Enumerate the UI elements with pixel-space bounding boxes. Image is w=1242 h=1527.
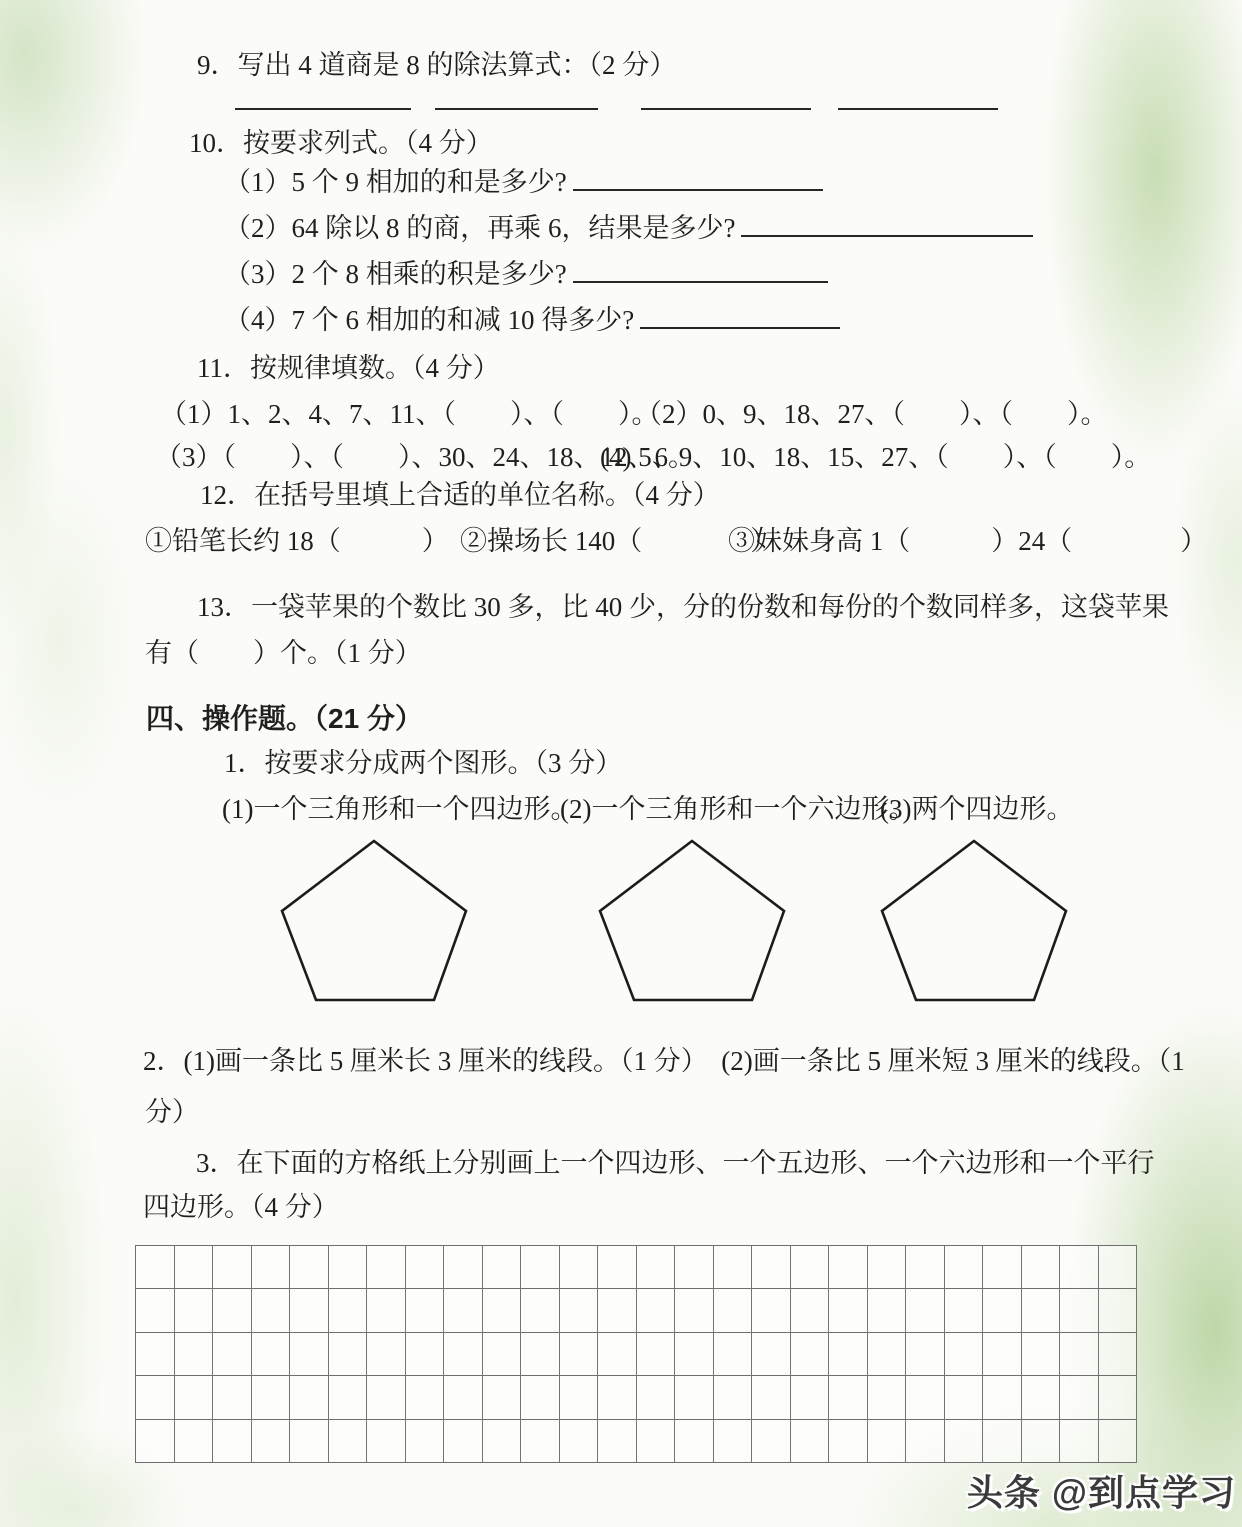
operation-2-line-1: 2．(1)画一条比 5 厘米长 3 厘米的线段。（1 分） (2)画一条比 5 厘米短 3 厘米的线段。（1 xyxy=(143,1046,1185,1076)
item-text: （2）64 除以 8 的商，再乘 6，结果是多少? xyxy=(224,213,736,243)
grid-cell[interactable] xyxy=(791,1333,830,1376)
grid-cell[interactable] xyxy=(714,1289,753,1332)
grid-cell[interactable] xyxy=(444,1333,483,1376)
answer-blank[interactable] xyxy=(435,86,598,110)
grid-cell[interactable] xyxy=(829,1376,868,1419)
grid-cell[interactable] xyxy=(290,1289,329,1332)
answer-blank[interactable] xyxy=(641,86,811,110)
grid-cell[interactable] xyxy=(367,1289,406,1332)
question-13-line-1: 13．一袋苹果的个数比 30 多，比 40 少，分的份数和每份的个数同样多，这袋苹果 xyxy=(197,592,1169,622)
grid-cell[interactable] xyxy=(560,1333,599,1376)
grid-cell[interactable] xyxy=(367,1333,406,1376)
grid-cell[interactable] xyxy=(213,1420,252,1463)
grid-cell[interactable] xyxy=(829,1420,868,1463)
grid-cell[interactable] xyxy=(675,1376,714,1419)
grid-cell[interactable] xyxy=(675,1333,714,1376)
grid-cell[interactable] xyxy=(367,1420,406,1463)
grid-cell[interactable] xyxy=(290,1246,329,1289)
grid-cell[interactable] xyxy=(906,1246,945,1289)
grid-cell[interactable] xyxy=(752,1246,791,1289)
grid-cell[interactable] xyxy=(1099,1333,1138,1376)
item-text: （4）7 个 6 相加的和减 10 得多少? xyxy=(224,305,635,335)
grid-cell[interactable] xyxy=(945,1376,984,1419)
item-text: （3）2 个 8 相乘的积是多少? xyxy=(224,259,567,289)
question-12-item-2: ②操场长 140（ ） xyxy=(460,526,778,556)
grid-cell[interactable] xyxy=(675,1246,714,1289)
answer-blank[interactable] xyxy=(838,86,998,110)
grid-cell[interactable] xyxy=(483,1289,522,1332)
grid-cell[interactable] xyxy=(714,1376,753,1419)
grid-cell[interactable] xyxy=(175,1420,214,1463)
grid-cell[interactable] xyxy=(483,1420,522,1463)
grid-cell[interactable] xyxy=(791,1246,830,1289)
grid-cell[interactable] xyxy=(521,1246,560,1289)
grid-cell[interactable] xyxy=(829,1333,868,1376)
question-11-label: 11．按规律填数。（4 分） xyxy=(197,353,500,383)
operation-2-line-2: 分） xyxy=(145,1097,199,1127)
grid-cell[interactable] xyxy=(1060,1289,1099,1332)
operation-1-sub-1: (1)一个三角形和一个四边形。 xyxy=(222,794,578,824)
pentagon-icon xyxy=(879,838,1069,1004)
grid-cell[interactable] xyxy=(136,1420,175,1463)
grid-cell[interactable] xyxy=(752,1289,791,1332)
grid-cell[interactable] xyxy=(637,1376,676,1419)
grid-cell[interactable] xyxy=(714,1333,753,1376)
grid-cell[interactable] xyxy=(521,1289,560,1332)
answer-blank[interactable] xyxy=(640,303,840,329)
grid-cell[interactable] xyxy=(213,1376,252,1419)
grid-cell[interactable] xyxy=(136,1376,175,1419)
grid-cell[interactable] xyxy=(136,1289,175,1332)
grid-cell[interactable] xyxy=(406,1289,445,1332)
grid-cell[interactable] xyxy=(714,1246,753,1289)
grid-cell[interactable] xyxy=(560,1420,599,1463)
pentagon-icon xyxy=(597,838,787,1004)
grid-cell[interactable] xyxy=(906,1376,945,1419)
grid-cell[interactable] xyxy=(983,1333,1022,1376)
grid-cell[interactable] xyxy=(1022,1420,1061,1463)
grid-cell[interactable] xyxy=(945,1420,984,1463)
question-11-seq1: （1）1、2、4、7、11、（ ）、（ ）。 xyxy=(160,399,659,429)
grid-cell[interactable] xyxy=(752,1420,791,1463)
grid-cell[interactable] xyxy=(1099,1420,1138,1463)
pentagon-shape[interactable] xyxy=(879,838,1069,1004)
grid-cell[interactable] xyxy=(521,1420,560,1463)
grid-cell[interactable] xyxy=(675,1289,714,1332)
drawing-grid[interactable] xyxy=(135,1245,1137,1463)
grid-cell[interactable] xyxy=(290,1420,329,1463)
grid-cell[interactable] xyxy=(791,1420,830,1463)
grid-cell[interactable] xyxy=(1022,1376,1061,1419)
pentagon-shape[interactable] xyxy=(597,838,787,1004)
question-12-item-1: ①铅笔长约 18（ ） xyxy=(145,526,449,556)
question-10-item xyxy=(224,303,840,337)
grid-cell[interactable] xyxy=(367,1376,406,1419)
grid-cell[interactable] xyxy=(444,1289,483,1332)
grid-cell[interactable] xyxy=(560,1376,599,1419)
grid-cell[interactable] xyxy=(252,1420,291,1463)
question-10-label: 10．按要求列式。（4 分） xyxy=(189,128,493,158)
grid-cell[interactable] xyxy=(213,1289,252,1332)
grid-cell[interactable] xyxy=(367,1246,406,1289)
grid-cell[interactable] xyxy=(444,1246,483,1289)
grid-cell[interactable] xyxy=(483,1246,522,1289)
grid-cell[interactable] xyxy=(1060,1246,1099,1289)
grid-cell[interactable] xyxy=(444,1376,483,1419)
grid-cell[interactable] xyxy=(868,1376,907,1419)
grid-cell[interactable] xyxy=(1099,1376,1138,1419)
grid-cell[interactable] xyxy=(329,1333,368,1376)
grid-cell[interactable] xyxy=(598,1333,637,1376)
question-12-item-3: ③妹妹身高 1（ ）24（ ） xyxy=(728,526,1208,556)
question-10-item xyxy=(224,165,823,199)
grid-cell[interactable] xyxy=(637,1333,676,1376)
grid-cell[interactable] xyxy=(329,1289,368,1332)
grid-cell[interactable] xyxy=(175,1376,214,1419)
grid-cell[interactable] xyxy=(290,1333,329,1376)
grid-cell[interactable] xyxy=(136,1333,175,1376)
grid-cell[interactable] xyxy=(213,1246,252,1289)
grid-cell[interactable] xyxy=(444,1420,483,1463)
pentagon-shape[interactable] xyxy=(279,838,469,1004)
grid-cell[interactable] xyxy=(1060,1420,1099,1463)
grid-cell[interactable] xyxy=(521,1376,560,1419)
grid-cell[interactable] xyxy=(1099,1289,1138,1332)
question-10-item xyxy=(224,257,828,291)
grid-cell[interactable] xyxy=(675,1420,714,1463)
grid-cell[interactable] xyxy=(1022,1333,1061,1376)
operation-1-label: 1．按要求分成两个图形。（3 分） xyxy=(224,748,623,778)
grid-cell[interactable] xyxy=(983,1289,1022,1332)
grid-cell[interactable] xyxy=(1099,1246,1138,1289)
answer-blank[interactable] xyxy=(573,165,823,191)
grid-cell[interactable] xyxy=(1060,1333,1099,1376)
grid-cell[interactable] xyxy=(175,1289,214,1332)
grid-cell[interactable] xyxy=(406,1420,445,1463)
grid-cell[interactable] xyxy=(714,1420,753,1463)
grid-cell[interactable] xyxy=(906,1333,945,1376)
question-13-line-2: 有（ ）个。（1 分） xyxy=(145,638,422,668)
answer-blank[interactable] xyxy=(235,86,411,110)
grid-cell[interactable] xyxy=(290,1376,329,1419)
grid-cell[interactable] xyxy=(136,1246,175,1289)
grid-cell[interactable] xyxy=(598,1420,637,1463)
grid-cell[interactable] xyxy=(1060,1376,1099,1419)
grid-cell[interactable] xyxy=(560,1289,599,1332)
grid-cell[interactable] xyxy=(829,1246,868,1289)
grid-cell[interactable] xyxy=(983,1420,1022,1463)
grid-cell[interactable] xyxy=(329,1420,368,1463)
grid-cell[interactable] xyxy=(868,1420,907,1463)
item-text: （1）5 个 9 相加的和是多少? xyxy=(224,167,567,197)
grid-cell[interactable] xyxy=(252,1376,291,1419)
grid-cell[interactable] xyxy=(406,1333,445,1376)
grid-cell[interactable] xyxy=(406,1246,445,1289)
grid-cell[interactable] xyxy=(598,1289,637,1332)
grid-cell[interactable] xyxy=(637,1420,676,1463)
question-12-label: 12．在括号里填上合适的单位名称。（4 分） xyxy=(200,480,720,510)
grid-cell[interactable] xyxy=(252,1333,291,1376)
grid-cell[interactable] xyxy=(329,1376,368,1419)
grid-cell[interactable] xyxy=(983,1246,1022,1289)
question-11-seq3: （3）（ ）、（ ）、30、24、18、12、6。 xyxy=(155,442,695,472)
grid-cell[interactable] xyxy=(868,1246,907,1289)
grid-cell[interactable] xyxy=(483,1333,522,1376)
grid-cell[interactable] xyxy=(252,1246,291,1289)
grid-cell[interactable] xyxy=(752,1333,791,1376)
grid-cell[interactable] xyxy=(637,1289,676,1332)
grid-cell[interactable] xyxy=(829,1289,868,1332)
grid-cell[interactable] xyxy=(983,1376,1022,1419)
grid-cell[interactable] xyxy=(868,1333,907,1376)
grid-cell[interactable] xyxy=(521,1333,560,1376)
operation-3-line-1: 3．在下面的方格纸上分别画上一个四边形、一个五边形、一个六边形和一个平行 xyxy=(196,1148,1155,1178)
answer-blank[interactable] xyxy=(741,211,1033,237)
question-10-item xyxy=(224,211,1033,245)
grid-cell[interactable] xyxy=(252,1289,291,1332)
watermark: 头条 @到点学习 xyxy=(966,1472,1236,1513)
grid-cell[interactable] xyxy=(906,1289,945,1332)
question-9-label: 9．写出 4 道商是 8 的除法算式：（2 分） xyxy=(197,50,677,80)
grid-cell[interactable] xyxy=(598,1376,637,1419)
operation-1-sub-2: (2)一个三角形和一个六边形。 xyxy=(560,794,916,824)
grid-cell[interactable] xyxy=(175,1246,214,1289)
question-11-seq2: （2）0、9、18、27、（ ）、（ ）。 xyxy=(635,399,1108,429)
grid-cell[interactable] xyxy=(752,1376,791,1419)
question-11-seq4: (4) 5、9、10、18、15、27、（ ）、（ ）。 xyxy=(600,442,1152,472)
grid-cell[interactable] xyxy=(483,1376,522,1419)
operation-1-sub-3: (3)两个四边形。 xyxy=(880,794,1074,824)
grid-cell[interactable] xyxy=(906,1420,945,1463)
grid-cell[interactable] xyxy=(868,1289,907,1332)
grid-cell[interactable] xyxy=(560,1246,599,1289)
grid-cell[interactable] xyxy=(598,1246,637,1289)
grid-cell[interactable] xyxy=(213,1333,252,1376)
grid-cell[interactable] xyxy=(637,1246,676,1289)
operation-3-line-2: 四边形。（4 分） xyxy=(143,1192,339,1222)
grid-cell[interactable] xyxy=(791,1289,830,1332)
grid-cell[interactable] xyxy=(329,1246,368,1289)
grid-cell[interactable] xyxy=(791,1376,830,1419)
grid-cell[interactable] xyxy=(1022,1246,1061,1289)
grid-cell[interactable] xyxy=(945,1333,984,1376)
grid-cell[interactable] xyxy=(945,1289,984,1332)
grid-cell[interactable] xyxy=(1022,1289,1061,1332)
pentagon-icon xyxy=(279,838,469,1004)
section-4-title: 四、操作题。（21 分） xyxy=(146,703,423,734)
answer-blank[interactable] xyxy=(573,257,828,283)
grid-cell[interactable] xyxy=(945,1246,984,1289)
grid-cell[interactable] xyxy=(175,1333,214,1376)
grid-cell[interactable] xyxy=(406,1376,445,1419)
